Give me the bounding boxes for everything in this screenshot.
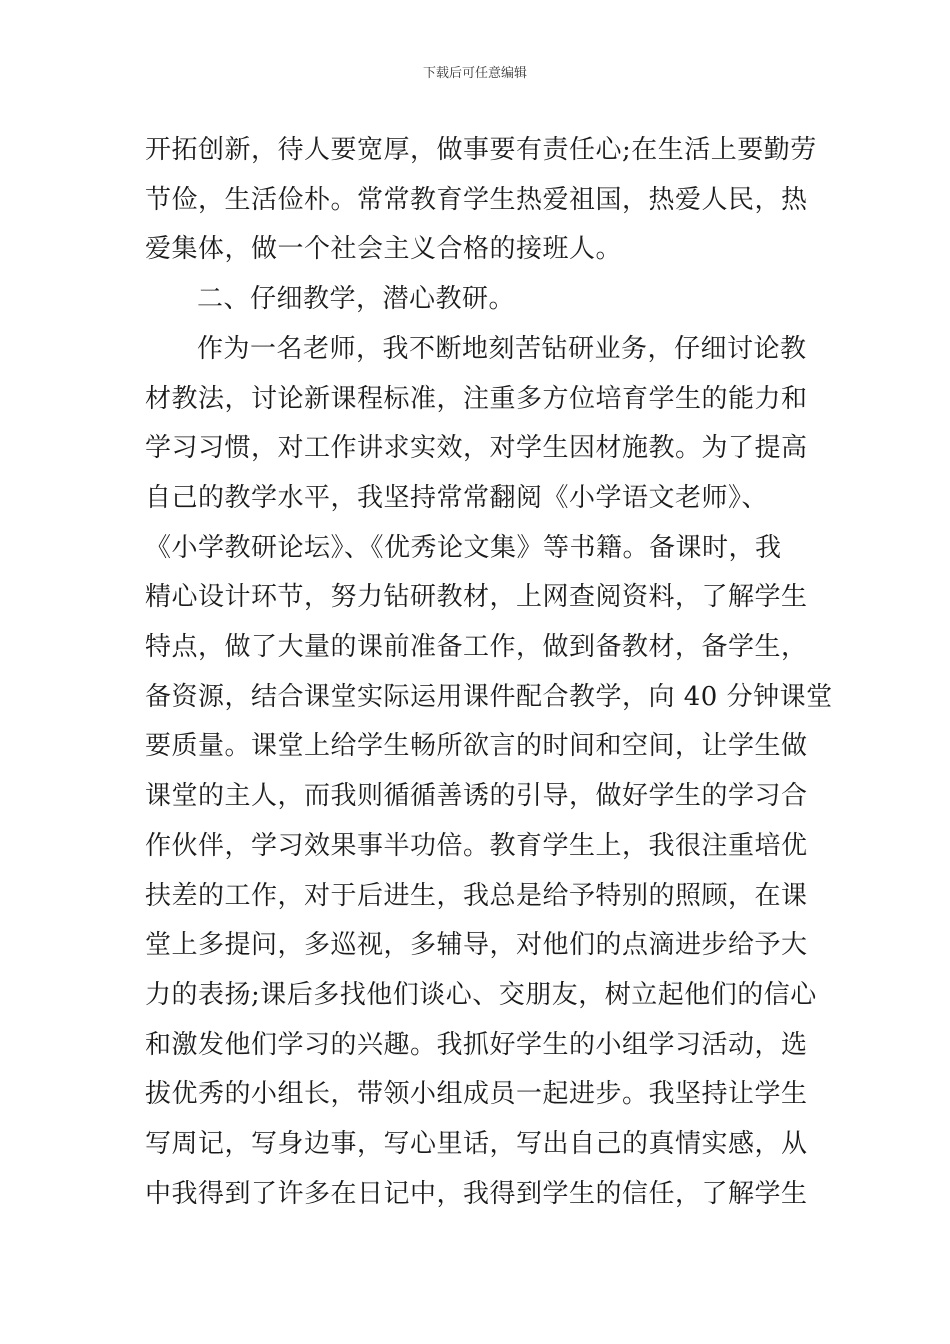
text-line: 写周记，写身边事，写心里话，写出自己的真情实感，从 xyxy=(145,1129,808,1160)
text-line: 作伙伴，学习效果事半功倍。教育学生上，我很注重培优 xyxy=(145,830,808,861)
text-line: 爱集体，做一个社会主义合格的接班人。 xyxy=(145,234,623,265)
text-line: 学习习惯，对工作讲求实效，对学生因材施教。为了提高 xyxy=(145,433,808,464)
text-line: 开拓创新，待人要宽厚，做事要有责任心;在生活上要勤劳 xyxy=(145,135,817,165)
text-line: 备资源，结合课堂实际运用课件配合教学，向 40 分钟课堂 xyxy=(145,681,833,712)
text-line: 堂上多提问，多巡视，多辅导，对他们的点滴进步给予大 xyxy=(145,930,808,961)
text-line: 精心设计环节，努力钻研教材，上网查阅资料，了解学生 xyxy=(145,582,808,613)
text-line: 力的表扬;课后多找他们谈心、交朋友，树立起他们的信心 xyxy=(145,979,817,1010)
text-line: 扶差的工作，对于后进生，我总是给予特别的照顾，在课 xyxy=(145,880,808,911)
text-line: 拔优秀的小组长，带领小组成员一起进步。我坚持让学生 xyxy=(145,1079,808,1110)
text-line: 要质量。课堂上给学生畅所欲言的时间和空间，让学生做 xyxy=(145,731,808,762)
text-line: 中我得到了许多在日记中，我得到学生的信任，了解学生 xyxy=(145,1178,808,1209)
text-line: 自己的教学水平，我坚持常常翻阅《小学语文老师》、 xyxy=(145,482,769,513)
text-line: 《小学教研论坛》、《优秀论文集》等书籍。备课时，我 xyxy=(145,532,782,563)
text-line: 和激发他们学习的兴趣。我抓好学生的小组学习活动，选 xyxy=(145,1029,808,1060)
text-line: 课堂的主人，而我则循循善诱的引导，做好学生的学习合 xyxy=(145,781,808,812)
text-line: 材教法，讨论新课程标准，注重多方位培育学生的能力和 xyxy=(145,383,808,414)
section-heading: 二、仔细教学，潜心教研。 xyxy=(197,284,516,315)
page-header: 下载后可任意编辑 xyxy=(422,66,527,81)
paragraph-first-line: 作为一名老师，我不断地刻苦钻研业务，仔细讨论教 xyxy=(197,333,807,364)
text-line: 特点，做了大量的课前准备工作，做到备教材，备学生， xyxy=(145,632,808,663)
body-text xyxy=(145,126,833,1219)
text-line: 节俭，生活俭朴。常常教育学生热爱祖国，热爱人民，热 xyxy=(145,184,808,215)
